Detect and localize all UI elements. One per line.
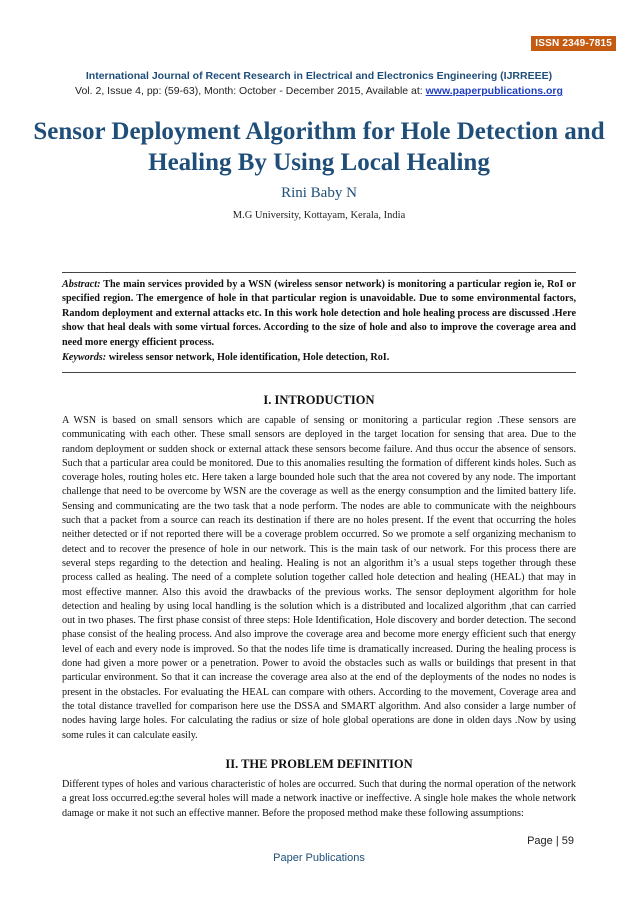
section-text-problem-definition: Different types of holes and various characteristic of holes are occurred. Such that during the normal operation of the network a great loss occurred.eg:the several holes will made a network inactive or ineffective. A single hole makes the whole network damage or make it not such an effective manner. Before the proposed method make these following assumptions:	[62, 779, 576, 819]
keywords-label: Keywords:	[62, 352, 107, 363]
issn-badge: ISSN 2349-7815	[531, 36, 616, 51]
abstract-bottom-rule	[62, 372, 576, 373]
publisher-footer: Paper Publications	[273, 852, 365, 864]
abstract-text: The main services provided by a WSN (wireless sensor network) is monitoring a particular region ie, RoI or specified region. The emergence of hole in that particular region is unavoidable. Due to some environmental factors, Random deployment and external attacks etc. In this work hole detection and hole healing process are discussed .Here show that heal deals with some virtual forces. According to the size of hole and also to improve the coverage area and need more energy efficient process.	[62, 279, 576, 348]
author-name: Rini Baby N	[281, 185, 357, 201]
keywords-text: wireless sensor network, Hole identification, Hole detection, RoI.	[108, 352, 390, 363]
abstract-top-rule	[62, 272, 576, 273]
page-number: Page | 59	[527, 835, 574, 847]
website-link[interactable]: www.paperpublications.org	[425, 85, 563, 97]
abstract	[62, 278, 576, 350]
author-affiliation: M.G University, Kottayam, Kerala, India	[232, 210, 406, 221]
abstract-label: Abstract:	[62, 279, 101, 290]
section-heading-introduction: I. INTRODUCTION	[263, 393, 375, 407]
volume-line	[0, 85, 638, 97]
volume-info: Vol. 2, Issue 4, pp: (59-63), Month: October - December 2015, Available at:	[75, 85, 426, 97]
section-text-introduction: A WSN is based on small sensors which are capable of sensing or monitoring a particular region .These sensors are communicating with each other. These small sensors are deployed in the target location for sensing that area. Due to the random deployment or sudden shock or external attack these sensors become failure. And thus occur the absence of sensors. Such that a particular area could be monitored. Due to this anomalies resulting the formation of different kinds holes. Such as coverage holes, routing holes etc. Here taken a large bounded hole such that the area not covered by any node. The important challenge that need to be overcome by WSN are the coverage as well as the energy consumption and the limited battery life. Sensing and communicating are the two task that a node perform. The nodes are able to communicate with the neighbours such that a packet from a source can reach its destination if there are no holes present. If the event that occurring the holes neither detected or if not reported there will be a coverage problem occurred. So we promote a self organizing mechanism to detect and to recover the presence of hole in our network. This is the main task of our network. For this process there are several steps regarding to the detection and healing. Healing is not an algorithm it’s a usual steps together through these process called as healing. The need of a complete solution together called hole detection and healing (HEAL) that may in most effective manner. Also this avoid the drawbacks of the previous works. The sensor deployment algorithm for hole detection and healing by using local handling is the solution which is a distributed and localized algorithm ,that can carried out in two phases. The first phase consist of three steps: Hole Identification, Hole discovery and border detection. The second phase consist of the healing process. And also improve the coverage area and become more energy efficient such that energy level of each and every node is improved. So that the nodes life time is dramatically increased. During the healing process is done had given a more power or a penetration. Power to avoid the obstacles such as walls or buildings that present in that particular environment. So that it can increase the coverage area also at the end of the deployments of the nodes no nodes is present in the obstacles. For evaluating the HEAL can compare with others. According to the movement, Coverage area and the total distance travelled for comparison here use the DSSA and SMART algorithm. And also consider a large number of nodes having large holes. For calculating the radius or size of hole global operations are done in olden days .Now by using some rules it can calculate easily.	[62, 415, 576, 741]
paper-title: Sensor Deployment Algorithm for Hole Detection and Healing By Using Local Healing	[33, 118, 605, 176]
section-heading-problem-definition: II. THE PROBLEM DEFINITION	[225, 757, 413, 771]
keywords	[62, 352, 576, 363]
journal-name: International Journal of Recent Research in Electrical and Electronics Engineering (IJRREEE)	[85, 70, 553, 82]
